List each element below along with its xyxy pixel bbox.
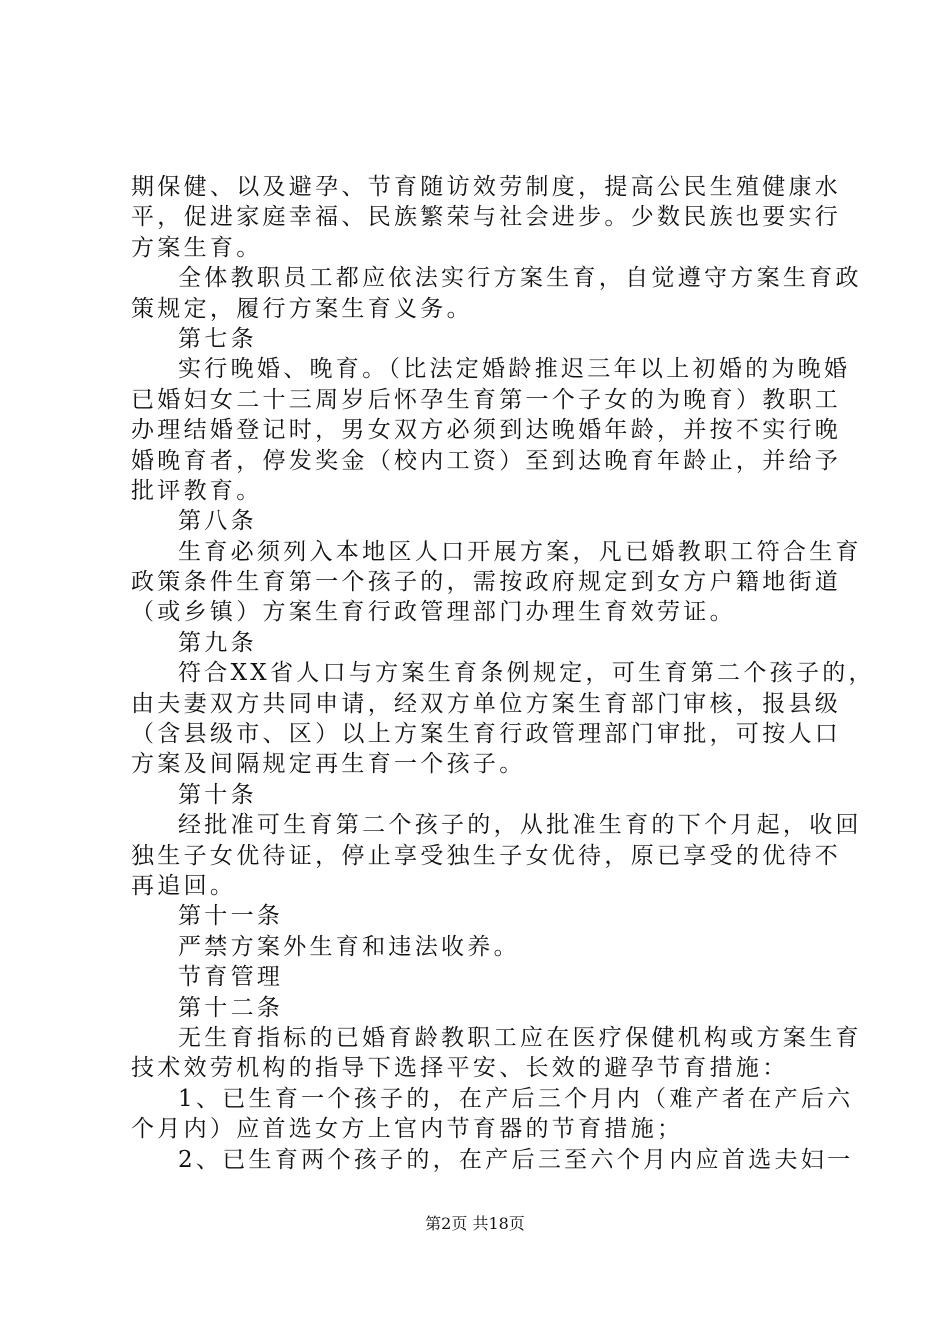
text-line: 方案及间隔规定再生育一个孩子。 <box>131 751 526 778</box>
article-heading: 第十二条 <box>178 994 284 1021</box>
text-line: 期保健、以及避孕、节育随访效劳制度，提高公民生殖健康水 <box>131 174 842 200</box>
page-footer <box>0 1214 950 1234</box>
text-line: 由夫妻双方共同申请，经双方单位方案生育部门审核，报县级 <box>131 690 842 717</box>
article-heading: 第十一条 <box>178 903 284 930</box>
text-line: 生育必须列入本地区人口开展方案，凡已婚教职工符合生育 <box>178 538 862 565</box>
text-line: 方案生育。 <box>131 234 263 261</box>
article-heading: 第九条 <box>178 629 257 656</box>
text-line: 政策条件生育第一个孩子的，需按政府规定到女方户籍地街道 <box>131 569 842 596</box>
page-number: 第2页 共18页 <box>425 1214 525 1233</box>
text-line: 经批准可生育第二个孩子的，从批准生育的下个月起，收回 <box>178 812 862 839</box>
text-line: 已婚妇女二十三周岁后怀孕生育第一个子女的为晚育）教职工 <box>131 386 842 413</box>
text-line: 婚晚育者，停发奖金（校内工资）至到达晚育年龄止，并给予 <box>131 447 842 474</box>
article-heading: 第十条 <box>178 781 257 808</box>
text-line: 独生子女优待证，停止享受独生子女优待，原已享受的优待不 <box>131 842 842 869</box>
text-line: 严禁方案外生育和违法收养。 <box>178 933 520 960</box>
text-line: 策规定，履行方案生育义务。 <box>131 295 473 322</box>
text-line: 实行晚婚、晚育。（比法定婚龄推迟三年以上初婚的为晚婚 <box>178 356 851 383</box>
document-body <box>131 172 875 1175</box>
text-line: 全体教职员工都应依法实行方案生育，自觉遵守方案生育政 <box>178 265 862 292</box>
text-line: 平，促进家庭幸福、民族繁荣与社会进步。少数民族也要实行 <box>131 204 842 231</box>
text-line: 个月内）应首选女方上官内节育器的节育措施； <box>131 1116 684 1143</box>
text-line: 技术效劳机构的指导下选择平安、长效的避孕节育措施： <box>131 1055 789 1082</box>
section-heading: 节育管理 <box>178 964 284 991</box>
text-line: 无生育指标的已婚育龄教职工应在医疗保健机构或方案生育 <box>178 1024 862 1051</box>
text-line: 符合XX省人口与方案生育条例规定，可生育第二个孩子的， <box>178 660 875 687</box>
list-item: 1、已生育一个孩子的，在产后三个月内（难产者在产后六 <box>178 1085 854 1112</box>
text-line: （含县级市、区）以上方案生育行政管理部门审批，可按人口 <box>131 721 842 748</box>
text-line: 办理结婚登记时，男女双方必须到达晚婚年龄，并按不实行晚 <box>131 417 842 444</box>
article-heading: 第七条 <box>178 325 257 352</box>
text-line: 再追回。 <box>131 872 237 899</box>
list-item: 2、已生育两个孩子的，在产后三至六个月内应首选夫妇一 <box>178 1146 854 1173</box>
text-line: 批评教育。 <box>131 477 263 504</box>
text-line: （或乡镇）方案生育行政管理部门办理生育效劳证。 <box>131 599 736 626</box>
article-heading: 第八条 <box>178 508 257 535</box>
